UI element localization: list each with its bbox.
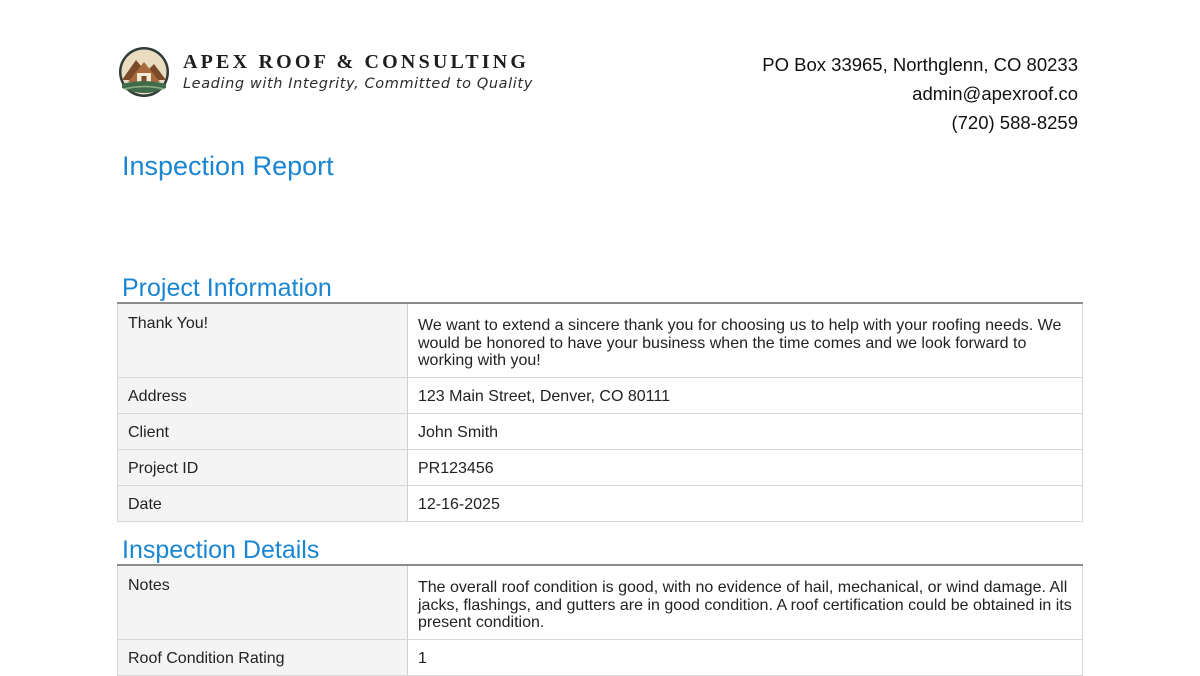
report-title: Inspection Report [122,151,334,181]
project-information-heading: Project Information [122,274,332,302]
row-value: 123 Main Street, Denver, CO 80111 [408,377,1083,413]
table-row [118,485,1083,521]
contact-address: PO Box 33965, Northglenn, CO 80233 [762,54,1078,75]
row-label: Thank You! [118,303,408,377]
row-value: We want to extend a sincere thank you for choosing us to help with your roofing needs. We would be honored to have your business when the time comes and we look forward to working with you! [408,303,1083,377]
row-label: Date [118,485,408,521]
table-row [118,377,1083,413]
contact-block [762,50,1078,137]
table-row [118,303,1083,377]
row-value: PR123456 [408,449,1083,485]
row-label: Roof Condition Rating [118,639,408,675]
table-row [118,449,1083,485]
inspection-details-table [117,564,1083,676]
table-row [118,565,1083,639]
row-value: 12-16-2025 [408,485,1083,521]
company-tagline: Leading with Integrity, Committed to Quality [183,76,533,92]
house-mountain-logo-icon [118,46,170,98]
row-value: The overall roof condition is good, with no evidence of hail, mechanical, or wind damage. All jacks, flashings, and gutters are in good condition. A roof certification could be obtained in its present condition. [408,565,1083,639]
table-row [118,413,1083,449]
contact-email[interactable]: admin@apexroof.co [912,83,1078,104]
row-value: 1 [408,639,1083,675]
row-label: Project ID [118,449,408,485]
row-label: Address [118,377,408,413]
table-row [118,639,1083,675]
row-label: Client [118,413,408,449]
inspection-details-heading: Inspection Details [122,536,320,564]
company-name: APEX ROOF & CONSULTING [183,51,530,73]
row-value: John Smith [408,413,1083,449]
project-information-table [117,302,1083,522]
contact-phone: (720) 588-8259 [951,112,1078,133]
row-label: Notes [118,565,408,639]
